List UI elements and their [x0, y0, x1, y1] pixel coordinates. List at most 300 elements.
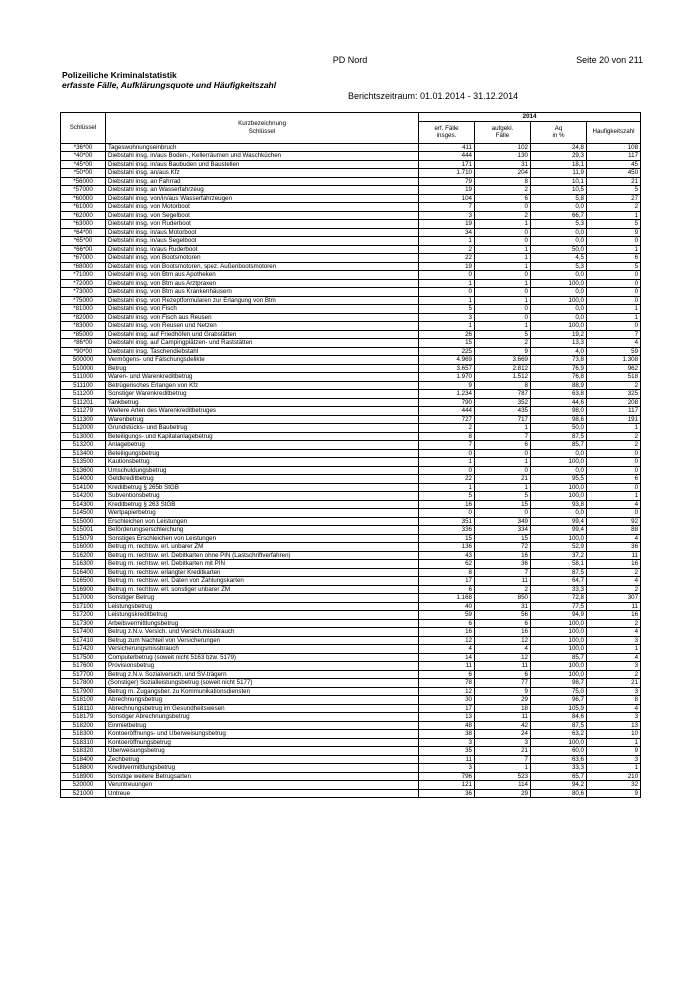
cell-key: 517800: [61, 679, 106, 688]
cell-clearance-rate: 100,0: [531, 738, 587, 747]
cell-frequency-number: 0: [587, 237, 641, 246]
cell-clearance-rate: 63,2: [531, 730, 587, 739]
table-row: [61, 177, 641, 186]
cell-recorded-cases: 11: [419, 662, 475, 671]
cell-frequency-number: 0: [587, 279, 641, 288]
cell-solved-cases: 1: [475, 483, 531, 492]
table-row: [61, 764, 641, 773]
cell-description: Diebstahl insg. an Wasserfahrzeug: [106, 186, 419, 195]
cell-description: Untreue: [106, 789, 419, 798]
header-frequency-number: Haufigkeitszahl: [587, 121, 641, 143]
cell-solved-cases: 21: [475, 475, 531, 484]
cell-key: 518400: [61, 755, 106, 764]
cell-description: Betrug z.N.v. Versich. und Versich.missbrauch: [106, 628, 419, 637]
table-row: [61, 364, 641, 373]
cell-description: Diebstahl insg. auf Campingplätzen- und Raststätten: [106, 339, 419, 348]
table-row: [61, 577, 641, 586]
cell-clearance-rate: 87,5: [531, 432, 587, 441]
cell-key: 518310: [61, 738, 106, 747]
cell-key: 511279: [61, 407, 106, 416]
cell-key: 518900: [61, 772, 106, 781]
table-row: [61, 713, 641, 722]
table-row: [61, 534, 641, 543]
cell-clearance-rate: 95,5: [531, 475, 587, 484]
cell-clearance-rate: 33,3: [531, 764, 587, 773]
cell-solved-cases: 0: [475, 313, 531, 322]
cell-solved-cases: 1: [475, 279, 531, 288]
table-row: [61, 517, 641, 526]
cell-key: *57000: [61, 186, 106, 195]
cell-solved-cases: 850: [475, 594, 531, 603]
cell-recorded-cases: 171: [419, 160, 475, 169]
cell-description: Sonstiger Betrug: [106, 594, 419, 603]
cell-description: Sonstige weitere Betrugsarten: [106, 772, 419, 781]
cell-description: Diebstahl insg. von Bootsmotoren: [106, 254, 419, 263]
cell-key: *75000: [61, 296, 106, 305]
cell-solved-cases: 2.812: [475, 364, 531, 373]
cell-frequency-number: 5: [587, 186, 641, 195]
cell-frequency-number: 21: [587, 679, 641, 688]
cell-description: Erschleichen von Leistungen: [106, 517, 419, 526]
cell-clearance-rate: 4,5: [531, 254, 587, 263]
cell-key: 516000: [61, 543, 106, 552]
cell-clearance-rate: 100,0: [531, 279, 587, 288]
cell-key: 517600: [61, 662, 106, 671]
report-subtitle: erfasste Fälle, Aufklärungsquote und Häufigkeitszahl: [62, 80, 277, 90]
cell-key: *61000: [61, 203, 106, 212]
cell-solved-cases: 6: [475, 619, 531, 628]
cell-frequency-number: 2: [587, 432, 641, 441]
cell-clearance-rate: 98,0: [531, 407, 587, 416]
cell-solved-cases: 4: [475, 645, 531, 654]
cell-solved-cases: 2: [475, 339, 531, 348]
table-row: [61, 645, 641, 654]
cell-recorded-cases: 17: [419, 704, 475, 713]
cell-recorded-cases: 1: [419, 322, 475, 331]
cell-clearance-rate: 37,2: [531, 551, 587, 560]
cell-description: Diebstahl insg. von/in/aus Wasserfahrzeugen: [106, 194, 419, 203]
cell-description: Betrug m. rechtsw. erl. Daten von Zahlungskarten: [106, 577, 419, 586]
table-row: [61, 313, 641, 322]
cell-key: 513200: [61, 441, 106, 450]
cell-clearance-rate: 0,0: [531, 203, 587, 212]
cell-clearance-rate: 11,9: [531, 169, 587, 178]
cell-frequency-number: 4: [587, 628, 641, 637]
cell-description: Subventionsbetrug: [106, 492, 419, 501]
cell-key: 517410: [61, 636, 106, 645]
table-row: [61, 551, 641, 560]
table-row: [61, 432, 641, 441]
header-description-line2: Schlüssel: [248, 127, 276, 135]
cell-description: Diebstahl insg. an Fahrrad: [106, 177, 419, 186]
cell-clearance-rate: 94,9: [531, 611, 587, 620]
cell-solved-cases: 16: [475, 628, 531, 637]
cell-description: Diebstahl insg. in/aus Ruderboot: [106, 245, 419, 254]
cell-key: *67000: [61, 254, 106, 263]
cell-description: Kontoeröffnungsbetrug: [106, 738, 419, 747]
cell-solved-cases: 56: [475, 611, 531, 620]
cell-recorded-cases: 79: [419, 177, 475, 186]
cell-solved-cases: 0: [475, 271, 531, 280]
cell-description: Beteiligungs- und Kapitalanlagebetrug: [106, 432, 419, 441]
cell-solved-cases: 130: [475, 152, 531, 161]
cell-key: 517000: [61, 594, 106, 603]
cell-frequency-number: 191: [587, 415, 641, 424]
cell-frequency-number: 325: [587, 390, 641, 399]
cell-key: *71000: [61, 271, 106, 280]
table-row: [61, 747, 641, 756]
cell-frequency-number: 0: [587, 296, 641, 305]
cell-solved-cases: 0: [475, 288, 531, 297]
cell-recorded-cases: 2: [419, 424, 475, 433]
cell-recorded-cases: 78: [419, 679, 475, 688]
cell-solved-cases: 349: [475, 517, 531, 526]
cell-solved-cases: 435: [475, 407, 531, 416]
cell-recorded-cases: 1.168: [419, 594, 475, 603]
cell-recorded-cases: 1.970: [419, 373, 475, 382]
cell-clearance-rate: 4,0: [531, 347, 587, 356]
table-row: [61, 611, 641, 620]
cell-description: Betrug: [106, 364, 419, 373]
cell-frequency-number: 2: [587, 585, 641, 594]
cell-key: 516900: [61, 585, 106, 594]
cell-description: Sonstiger Warenkreditbetrug: [106, 390, 419, 399]
cell-recorded-cases: 796: [419, 772, 475, 781]
cell-frequency-number: 6: [587, 475, 641, 484]
cell-clearance-rate: 50,0: [531, 424, 587, 433]
cell-recorded-cases: 6: [419, 585, 475, 594]
table-row: [61, 687, 641, 696]
cell-frequency-number: 5: [587, 220, 641, 229]
cell-description: Diebstahl insg. an/aus Kfz: [106, 169, 419, 178]
cell-clearance-rate: 24,8: [531, 143, 587, 152]
cell-solved-cases: 6: [475, 441, 531, 450]
cell-recorded-cases: 0: [419, 509, 475, 518]
cell-solved-cases: 334: [475, 526, 531, 535]
cell-key: 518320: [61, 747, 106, 756]
cell-frequency-number: 208: [587, 398, 641, 407]
cell-frequency-number: 3: [587, 636, 641, 645]
cell-frequency-number: 2: [587, 381, 641, 390]
cell-key: *63000: [61, 220, 106, 229]
cell-recorded-cases: 1: [419, 237, 475, 246]
cell-frequency-number: 4: [587, 534, 641, 543]
cell-description: Kreditvermittlungsbetrug: [106, 764, 419, 773]
cell-recorded-cases: 5: [419, 305, 475, 314]
cell-frequency-number: 11: [587, 602, 641, 611]
cell-solved-cases: 9: [475, 347, 531, 356]
cell-recorded-cases: 790: [419, 398, 475, 407]
cell-solved-cases: 102: [475, 143, 531, 152]
table-row: [61, 220, 641, 229]
cell-clearance-rate: 100,0: [531, 628, 587, 637]
table-row: [61, 203, 641, 212]
cell-key: 511200: [61, 390, 106, 399]
cell-frequency-number: 36: [587, 543, 641, 552]
cell-description: (Sonstiger) Sozialleistungsbetrug (soweit nicht 5177): [106, 679, 419, 688]
cell-key: 510000: [61, 364, 106, 373]
cell-key: 517900: [61, 687, 106, 696]
cell-key: 516200: [61, 551, 106, 560]
cell-description: Anlagebetrug: [106, 441, 419, 450]
cell-solved-cases: 12: [475, 636, 531, 645]
header-solved-cases-line2: Fälle: [495, 132, 510, 139]
table-row: [61, 186, 641, 195]
cell-frequency-number: 16: [587, 611, 641, 620]
cell-recorded-cases: 9: [419, 381, 475, 390]
cell-frequency-number: 1: [587, 305, 641, 314]
cell-frequency-number: 9: [587, 789, 641, 798]
cell-solved-cases: 16: [475, 551, 531, 560]
cell-recorded-cases: 43: [419, 551, 475, 560]
cell-key: 511201: [61, 398, 106, 407]
cell-key: 518100: [61, 696, 106, 705]
cell-solved-cases: 6: [475, 670, 531, 679]
cell-clearance-rate: 50,0: [531, 245, 587, 254]
cell-solved-cases: 0: [475, 509, 531, 518]
table-row: [61, 254, 641, 263]
cell-recorded-cases: 35: [419, 747, 475, 756]
cell-description: Warenbetrug: [106, 415, 419, 424]
table-row: [61, 509, 641, 518]
cell-recorded-cases: 5: [419, 492, 475, 501]
cell-key: 517400: [61, 628, 106, 637]
cell-solved-cases: 77: [475, 679, 531, 688]
table-row: [61, 441, 641, 450]
cell-solved-cases: 1: [475, 245, 531, 254]
cell-solved-cases: 0: [475, 237, 531, 246]
cell-solved-cases: 12: [475, 653, 531, 662]
cell-recorded-cases: 3: [419, 313, 475, 322]
cell-key: *66*00: [61, 245, 106, 254]
cell-recorded-cases: 7: [419, 203, 475, 212]
cell-key: 515079: [61, 534, 106, 543]
cell-solved-cases: 3: [475, 738, 531, 747]
cell-clearance-rate: 100,0: [531, 619, 587, 628]
cell-frequency-number: 0: [587, 483, 641, 492]
cell-key: 514200: [61, 492, 106, 501]
cell-solved-cases: 1: [475, 254, 531, 263]
table-row: [61, 500, 641, 509]
cell-recorded-cases: 444: [419, 152, 475, 161]
cell-recorded-cases: 0: [419, 271, 475, 280]
cell-recorded-cases: 121: [419, 781, 475, 790]
table-row: [61, 704, 641, 713]
table-row: [61, 279, 641, 288]
table-row: [61, 424, 641, 433]
cell-description: Diebstahl insg. in/aus Baubuden und Baustellen: [106, 160, 419, 169]
cell-key: *62000: [61, 211, 106, 220]
table-row: [61, 568, 641, 577]
table-row: [61, 381, 641, 390]
cell-clearance-rate: 5,8: [531, 194, 587, 203]
cell-recorded-cases: 136: [419, 543, 475, 552]
cell-key: *72000: [61, 279, 106, 288]
cell-recorded-cases: 3: [419, 764, 475, 773]
cell-solved-cases: 204: [475, 169, 531, 178]
cell-description: Versicherungsmissbrauch: [106, 645, 419, 654]
cell-key: 516400: [61, 568, 106, 577]
cell-clearance-rate: 100,0: [531, 670, 587, 679]
cell-clearance-rate: 0,0: [531, 305, 587, 314]
cell-key: 517100: [61, 602, 106, 611]
cell-description: Diebstahl insg. auf Friedhöfen und Grabstätten: [106, 330, 419, 339]
cell-description: Tankbetrug: [106, 398, 419, 407]
table-row: [61, 475, 641, 484]
cell-solved-cases: 7: [475, 755, 531, 764]
table-row: [61, 594, 641, 603]
cell-recorded-cases: 48: [419, 721, 475, 730]
cell-key: 513500: [61, 458, 106, 467]
cell-description: Betrug m. rechtsw. erl. sonstiger unbarer ZM: [106, 585, 419, 594]
cell-recorded-cases: 13: [419, 713, 475, 722]
table-row: [61, 356, 641, 365]
cell-frequency-number: 32: [587, 781, 641, 790]
cell-key: 517700: [61, 670, 106, 679]
cell-frequency-number: 4: [587, 500, 641, 509]
table-row: [61, 738, 641, 747]
cell-solved-cases: 7: [475, 432, 531, 441]
cell-recorded-cases: 6: [419, 619, 475, 628]
table-row: [61, 330, 641, 339]
cell-description: Sonstiger Abrechnungsbetrug: [106, 713, 419, 722]
cell-recorded-cases: 12: [419, 636, 475, 645]
cell-description: Diebstahl insg. von Btm aus Arztpraxen: [106, 279, 419, 288]
cell-solved-cases: 9: [475, 687, 531, 696]
cell-description: Betrug m. rechtsw. erl. unbarer ZM: [106, 543, 419, 552]
cell-recorded-cases: 104: [419, 194, 475, 203]
cell-key: 517300: [61, 619, 106, 628]
cell-solved-cases: 717: [475, 415, 531, 424]
cell-key: 511100: [61, 381, 106, 390]
cell-clearance-rate: 0,0: [531, 449, 587, 458]
cell-frequency-number: 307: [587, 594, 641, 603]
table-row: [61, 415, 641, 424]
cell-key: 517200: [61, 611, 106, 620]
cell-solved-cases: 523: [475, 772, 531, 781]
cell-solved-cases: 1: [475, 424, 531, 433]
cell-recorded-cases: 38: [419, 730, 475, 739]
cell-frequency-number: 0: [587, 449, 641, 458]
table-row: [61, 755, 641, 764]
cell-clearance-rate: 0,0: [531, 228, 587, 237]
cell-key: 514000: [61, 475, 106, 484]
cell-frequency-number: 3: [587, 687, 641, 696]
cell-key: *81000: [61, 305, 106, 314]
cell-key: 518800: [61, 764, 106, 773]
header-year: 2014: [419, 113, 641, 122]
cell-clearance-rate: 66,7: [531, 211, 587, 220]
table-row: [61, 305, 641, 314]
table-row: [61, 322, 641, 331]
cell-solved-cases: 11: [475, 662, 531, 671]
cell-solved-cases: 787: [475, 390, 531, 399]
cell-solved-cases: 8: [475, 381, 531, 390]
cell-key: *85000: [61, 330, 106, 339]
cell-recorded-cases: 1: [419, 296, 475, 305]
report-title: Polizeiliche Kriminalstatistik: [62, 70, 177, 80]
cell-frequency-number: 108: [587, 143, 641, 152]
cell-description: Vermögens- und Fälschungsdelikte: [106, 356, 419, 365]
cell-recorded-cases: 36: [419, 789, 475, 798]
cell-solved-cases: 29: [475, 789, 531, 798]
header-key: Schlüssel: [61, 113, 106, 144]
cell-key: *36*00: [61, 143, 106, 152]
cell-clearance-rate: 52,9: [531, 543, 587, 552]
table-row: [61, 543, 641, 552]
cell-key: *65*00: [61, 237, 106, 246]
cell-key: 518300: [61, 730, 106, 739]
cell-clearance-rate: 76,8: [531, 373, 587, 382]
cell-frequency-number: 1: [587, 738, 641, 747]
cell-clearance-rate: 65,7: [531, 772, 587, 781]
table-row: [61, 152, 641, 161]
cell-clearance-rate: 76,9: [531, 364, 587, 373]
cell-frequency-number: 1: [587, 313, 641, 322]
cell-clearance-rate: 13,3: [531, 339, 587, 348]
cell-recorded-cases: 3: [419, 211, 475, 220]
cell-solved-cases: 11: [475, 577, 531, 586]
cell-description: Betrügerisches Erlangen von Kfz: [106, 381, 419, 390]
cell-frequency-number: 518: [587, 373, 641, 382]
header-recorded-cases-line1: erf. Fälle: [434, 124, 459, 132]
cell-recorded-cases: 225: [419, 347, 475, 356]
cell-solved-cases: 1: [475, 262, 531, 271]
cell-description: Diebstahl insg. in/aus Segelboot: [106, 237, 419, 246]
cell-key: *45*00: [61, 160, 106, 169]
table-row: [61, 194, 641, 203]
table-row: [61, 662, 641, 671]
cell-solved-cases: 352: [475, 398, 531, 407]
cell-frequency-number: 0: [587, 509, 641, 518]
cell-frequency-number: 2: [587, 441, 641, 450]
cell-solved-cases: 114: [475, 781, 531, 790]
cell-frequency-number: 88: [587, 526, 641, 535]
table-row: [61, 211, 641, 220]
cell-clearance-rate: 0,0: [531, 466, 587, 475]
table-row: [61, 619, 641, 628]
cell-clearance-rate: 80,6: [531, 789, 587, 798]
cell-description: Wertpapierbetrug: [106, 509, 419, 518]
table-row: [61, 483, 641, 492]
cell-frequency-number: 2: [587, 619, 641, 628]
cell-recorded-cases: 7: [419, 441, 475, 450]
cell-recorded-cases: 1: [419, 483, 475, 492]
cell-frequency-number: 1: [587, 492, 641, 501]
table-row: [61, 228, 641, 237]
cell-description: Betrug m. rechtsw. erlangter Kreditkarten: [106, 568, 419, 577]
cell-frequency-number: 210: [587, 772, 641, 781]
cell-description: Tageswohnungseinbruch: [106, 143, 419, 152]
cell-solved-cases: 0: [475, 449, 531, 458]
cell-recorded-cases: 1: [419, 458, 475, 467]
cell-solved-cases: 29: [475, 696, 531, 705]
cell-frequency-number: 92: [587, 517, 641, 526]
cell-recorded-cases: 59: [419, 611, 475, 620]
cell-clearance-rate: 72,8: [531, 594, 587, 603]
table-row: [61, 492, 641, 501]
cell-frequency-number: 0: [587, 288, 641, 297]
cell-clearance-rate: 63,8: [531, 390, 587, 399]
cell-recorded-cases: 8: [419, 432, 475, 441]
table-row: [61, 398, 641, 407]
cell-clearance-rate: 5,3: [531, 262, 587, 271]
cell-description: Diebstahl insg. von Motorboot: [106, 203, 419, 212]
cell-description: Diebstahl insg. von Btm aus Krankenhäusern: [106, 288, 419, 297]
cell-description: Diebstahl insg. von Fisch: [106, 305, 419, 314]
table-row: [61, 160, 641, 169]
cell-recorded-cases: 6: [419, 670, 475, 679]
